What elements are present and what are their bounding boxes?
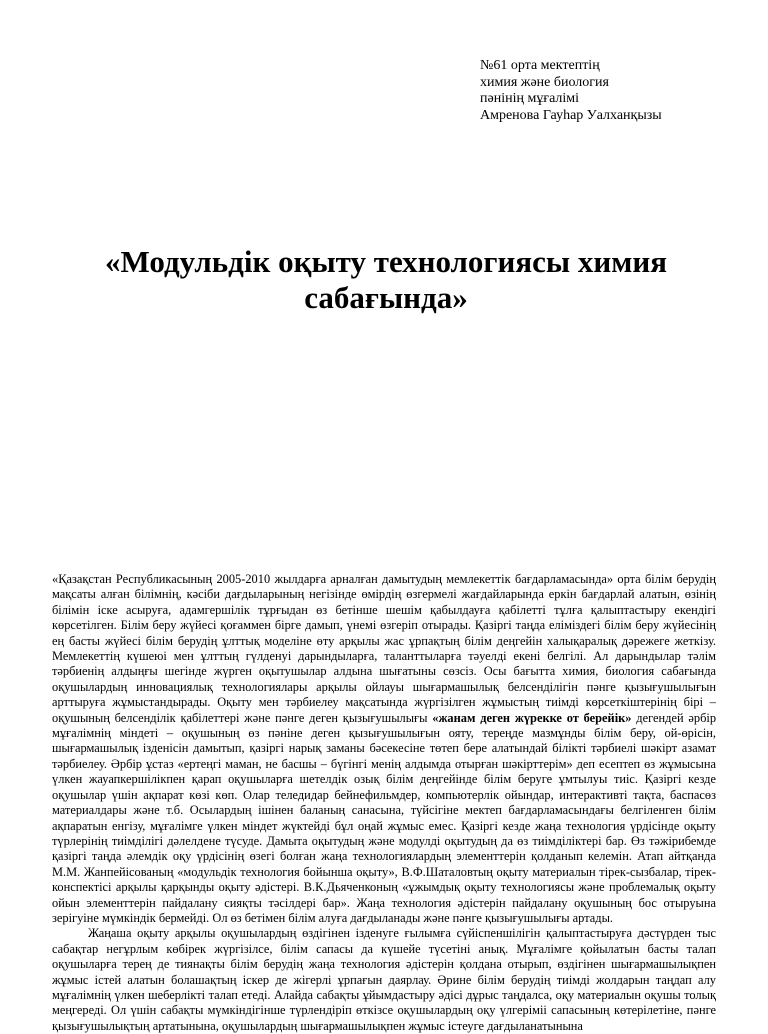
- body-paragraph-1: [52, 572, 716, 926]
- document-body: [52, 572, 716, 1034]
- author-block: [480, 58, 662, 124]
- body-paragraph-2: Жаңаша оқыту арқылы оқушылардың өздігінен ізденуге ғылымға сүйіспеншілігін қалыптастыруға дәстүрден тыс сабақтар негұрлым көбірек жүргізілсе, білім сапасы да күшейе түсетіні анық. Мұғалімге қойылатын басты талап оқушыларға терең де тиянақты білім берудің жаңа технология әдістерін қолдана отырып, өздігінен шығармашылықпен жұмыс істей алатын болашақтың іскер де жігерлі ұрпағын даярлау. Әрине білім берудің тиімді жолдарын таңдап алу мұғалімнің үлкен шеберлікті талап етеді. Алайда сабақты ұйымдастыру әдісі дұрыс таңдалса, оқу материалын оқушы толық меңгереді. Ол үшін сабақты мүмкіндігінше түрлендіріп өткізсе оқушылардың оқу үлгеріміі сапасының көтерілетіне, пәнге қызығушылықтың артатынына, оқушылардың шығармашылықпен жұмыс істеуге дағдыланатынына: [52, 926, 716, 1033]
- paragraph-1-text-c: дегендей әрбір мұғалімнің міндеті – оқушының өз пәніне деген қызығушылығын ояту, тереңде мазмұнды білім беру, ой-өрісін, шығармашылық ізденісін дамытып, қазіргі нарық заманы бәсекесіне төтеп бере алатындай білікті тәрбиелі шәкірт азамат тәрбиелеу. Әрбір ұстаз «ертеңгі маман, не басшы – бүгінгі менің алдымда отырған шәкірттерім» деп есептеп өз жұмысына үлкен жауапкершілікпен қарап оқушыларға шетелдік озық білім деңгейінде білім беруге ұмтылуы тиіс. Қазіргі кезде оқушылар үшін ақпарат көзі көп. Олар теледидар бейнефильмдер, компьютерлік ойындар, интерактивті тақта, баспасөз материалдары және т.б. Осылардың ішінен баланың санасына, түйсігіне мектеп бағдарламасындағы белгіленген білім ақпаратын енгізу, мұғалімге үлкен міндет жүктейді бұл оңай жұмыс емес. Қазіргі кезде жаңа технология үрдісінде оқыту түрлерінің тиімділігі дәлелдене түсуде. Дамыта оқытудың және модулді оқытудың да өз тиімділіктері бар. Өз тәжірибемде қазіргі таңда әлемдік оқу үрдісінің өзегі болған жаңа технологиялардың элементтерін қолданып келемін. Атап айтқанда М.М. Жанпейісованың «модульдік технология бойынша оқыту», В.Ф.Шаталовтың оқыту материалын тірек-сызбалар, тірек-конспектісі арқылы қарқынды оқыту әдістері. В.К.Дьяченконың «ұжымдық оқыту технологиясы және проблемалық оқыту ойын элементтерін пайдалану сияқты тәсілдері бар». Жаңа технология әдістерін пайдалану оқушының бос отыруына зерігуіне мүмкіндік бермейді. Ол өз бетімен білім алуға дағдыланады және пәнге қызығушылығы артады.: [52, 710, 717, 925]
- author-school: №61 орта мектептің: [480, 58, 600, 73]
- paragraph-1-text-a: «Қазақстан Республикасының 2005-2010 жылдарға арналған дамытудың мемлекеттік бағдарламасында» орта білім берудің мақсаты алған білімнің, кәсіби дағдыларының негізінде өмірдің өзгермелі жағдайларында еркін бағдарлай алатын, өзінің білімін іске асыруға, адамгершілік тұрғыдан өз бетінше шешім қабылдауға қабілетті тұлға қалыптастыру екендігі көрсетілген. Білім беру жүйесі қоғаммен бірге дамып, үнемі өзгеріп отырады. Қазіргі таңда еліміздегі білім беру жүйесінің ең басты жүйесі білім берудің ұлттық моделіне өту арқылы жас ұрпақтың білім деңгейін халықаралық дәрежеге жеткізу. Мемлекеттің күшеюі мен ұлттың гүлденуі дарындыларға, таланттыларға тәуелді екені белгілі. Ал дарындылар тәлім тәрбиенің алдыңғы шегінде жүрген оқытушылар алдына шығатыны сөзсіз. Осы бағытта химия, биология сабағында оқушылардың инновациялық технологиялары арқылы ойлауы шығармашылық белсенділігін пәнге қызығушылығын арттыруға жұмыстандырады. Оқыту мен тәрбиелеу мақсатында жүргізілген жұмыстың тиімді көрсеткіштерінің бірі – оқушының белсенділік қабілеттері және пәнге деген қызығушылығы: [52, 572, 716, 725]
- author-subjects: химия және биология: [480, 74, 609, 90]
- title-line-2: сабағында»: [304, 280, 468, 315]
- paragraph-1-bold-quote: «жанам деген жүрекке от берейік»: [432, 710, 632, 725]
- title-line-1: «Модульдік оқыту технологиясы химия: [105, 244, 667, 279]
- author-role: пәнінің мұғалімі: [480, 91, 580, 106]
- author-name: Амренова Гауһар Уалханқызы: [480, 107, 662, 123]
- document-title: [40, 244, 732, 316]
